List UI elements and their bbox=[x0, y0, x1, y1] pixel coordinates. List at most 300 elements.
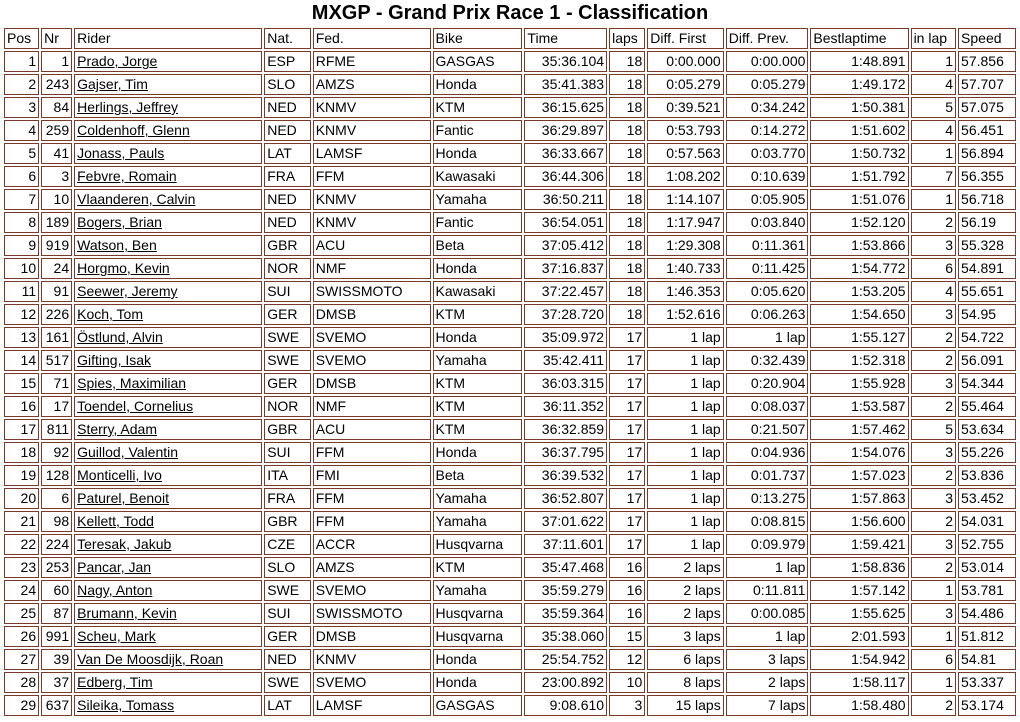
in-lap-cell: 5 bbox=[911, 97, 956, 118]
column-header-diff-first: Diff. First bbox=[647, 28, 723, 49]
rider-link[interactable]: Seewer, Jeremy bbox=[77, 283, 178, 299]
bestlaptime-cell: 1:58.117 bbox=[810, 672, 908, 693]
nat-cell: GER bbox=[264, 626, 311, 647]
nat-cell: NED bbox=[264, 97, 311, 118]
column-header-nr: Nr bbox=[41, 28, 72, 49]
table-row bbox=[4, 373, 1016, 394]
diff-prev-cell: 0:14.272 bbox=[726, 120, 809, 141]
rider-cell bbox=[74, 511, 262, 532]
bike-cell: Kawasaki bbox=[433, 166, 523, 187]
speed-cell: 53.452 bbox=[958, 488, 1016, 509]
laps-cell: 18 bbox=[609, 212, 645, 233]
nat-cell: LAT bbox=[264, 695, 311, 716]
diff-prev-cell: 0:03.770 bbox=[726, 143, 809, 164]
time-cell: 36:39.532 bbox=[524, 465, 607, 486]
nat-cell: GBR bbox=[264, 511, 311, 532]
diff-prev-cell: 2 laps bbox=[726, 672, 809, 693]
nr-cell: 259 bbox=[41, 120, 72, 141]
time-cell: 35:36.104 bbox=[524, 51, 607, 72]
fed-cell: RFME bbox=[313, 51, 431, 72]
rider-link[interactable]: Horgmo, Kevin bbox=[77, 260, 170, 276]
diff-first-cell: 3 laps bbox=[647, 626, 723, 647]
nat-cell: FRA bbox=[264, 488, 311, 509]
bike-cell: KTM bbox=[433, 97, 523, 118]
nat-cell: NOR bbox=[264, 258, 311, 279]
rider-cell bbox=[74, 189, 262, 210]
time-cell: 36:15.625 bbox=[524, 97, 607, 118]
time-cell: 36:50.211 bbox=[524, 189, 607, 210]
rider-cell bbox=[74, 488, 262, 509]
nr-cell: 24 bbox=[41, 258, 72, 279]
diff-prev-cell: 0:20.904 bbox=[726, 373, 809, 394]
table-row bbox=[4, 649, 1016, 670]
pos-cell: 23 bbox=[4, 557, 39, 578]
pos-cell: 28 bbox=[4, 672, 39, 693]
fed-cell: FFM bbox=[313, 488, 431, 509]
fed-cell: FFM bbox=[313, 442, 431, 463]
nr-cell: 161 bbox=[41, 327, 72, 348]
bestlaptime-cell: 1:50.732 bbox=[810, 143, 908, 164]
bike-cell: Husqvarna bbox=[433, 626, 523, 647]
fed-cell: DMSB bbox=[313, 304, 431, 325]
pos-cell: 4 bbox=[4, 120, 39, 141]
nr-cell: 637 bbox=[41, 695, 72, 716]
column-header-speed: Speed bbox=[958, 28, 1016, 49]
bike-cell: KTM bbox=[433, 557, 523, 578]
in-lap-cell: 1 bbox=[911, 580, 956, 601]
table-row bbox=[4, 327, 1016, 348]
nr-cell: 128 bbox=[41, 465, 72, 486]
bestlaptime-cell: 1:54.076 bbox=[810, 442, 908, 463]
laps-cell: 18 bbox=[609, 235, 645, 256]
rider-cell bbox=[74, 51, 262, 72]
time-cell: 35:09.972 bbox=[524, 327, 607, 348]
pos-cell: 12 bbox=[4, 304, 39, 325]
fed-cell: DMSB bbox=[313, 373, 431, 394]
bike-cell: Honda bbox=[433, 649, 523, 670]
rider-link[interactable]: Herlings, Jeffrey bbox=[77, 99, 179, 115]
time-cell: 35:41.383 bbox=[524, 74, 607, 95]
rider-cell bbox=[74, 97, 262, 118]
bestlaptime-cell: 1:52.318 bbox=[810, 350, 908, 371]
in-lap-cell: 2 bbox=[911, 212, 956, 233]
rider-link[interactable]: Kellett, Todd bbox=[77, 513, 154, 529]
fed-cell: ACCR bbox=[313, 534, 431, 555]
diff-prev-cell: 1 lap bbox=[726, 626, 809, 647]
rider-link[interactable]: Van De Moosdijk, Roan bbox=[77, 651, 224, 667]
pos-cell: 3 bbox=[4, 97, 39, 118]
table-row bbox=[4, 626, 1016, 647]
laps-cell: 17 bbox=[609, 465, 645, 486]
diff-prev-cell: 0:32.439 bbox=[726, 350, 809, 371]
bike-cell: Yamaha bbox=[433, 511, 523, 532]
in-lap-cell: 5 bbox=[911, 419, 956, 440]
fed-cell: KNMV bbox=[313, 120, 431, 141]
laps-cell: 17 bbox=[609, 488, 645, 509]
rider-cell bbox=[74, 580, 262, 601]
speed-cell: 55.464 bbox=[958, 396, 1016, 417]
bike-cell: Yamaha bbox=[433, 580, 523, 601]
rider-link[interactable]: Edberg, Tim bbox=[77, 674, 153, 690]
rider-link[interactable]: Pancar, Jan bbox=[77, 559, 152, 575]
time-cell: 36:52.807 bbox=[524, 488, 607, 509]
nat-cell: GBR bbox=[264, 235, 311, 256]
speed-cell: 52.755 bbox=[958, 534, 1016, 555]
nr-cell: 243 bbox=[41, 74, 72, 95]
table-row bbox=[4, 189, 1016, 210]
rider-link[interactable]: Sterry, Adam bbox=[77, 421, 158, 437]
bike-cell: Honda bbox=[433, 327, 523, 348]
bestlaptime-cell: 1:54.772 bbox=[810, 258, 908, 279]
laps-cell: 16 bbox=[609, 603, 645, 624]
speed-cell: 54.031 bbox=[958, 511, 1016, 532]
speed-cell: 55.226 bbox=[958, 442, 1016, 463]
diff-prev-cell: 0:11.425 bbox=[726, 258, 809, 279]
rider-link[interactable]: Brumann, Kevin bbox=[77, 605, 177, 621]
rider-cell bbox=[74, 603, 262, 624]
pos-cell: 5 bbox=[4, 143, 39, 164]
bestlaptime-cell: 1:58.836 bbox=[810, 557, 908, 578]
column-header-bestlaptime: Bestlaptime bbox=[810, 28, 908, 49]
in-lap-cell: 1 bbox=[911, 143, 956, 164]
fed-cell: KNMV bbox=[313, 212, 431, 233]
fed-cell: AMZS bbox=[313, 557, 431, 578]
diff-prev-cell: 0:34.242 bbox=[726, 97, 809, 118]
table-row bbox=[4, 281, 1016, 302]
in-lap-cell: 3 bbox=[911, 442, 956, 463]
diff-first-cell: 1 lap bbox=[647, 373, 723, 394]
nat-cell: SUI bbox=[264, 603, 311, 624]
table-row bbox=[4, 465, 1016, 486]
classification-table bbox=[2, 26, 1018, 718]
in-lap-cell: 1 bbox=[911, 51, 956, 72]
in-lap-cell: 3 bbox=[911, 373, 956, 394]
rider-cell bbox=[74, 143, 262, 164]
bestlaptime-cell: 1:57.023 bbox=[810, 465, 908, 486]
table-row bbox=[4, 419, 1016, 440]
diff-first-cell: 1 lap bbox=[647, 534, 723, 555]
diff-first-cell: 2 laps bbox=[647, 580, 723, 601]
nr-cell: 10 bbox=[41, 189, 72, 210]
diff-first-cell: 0:00.000 bbox=[647, 51, 723, 72]
rider-link[interactable]: Watson, Ben bbox=[77, 237, 157, 253]
nr-cell: 92 bbox=[41, 442, 72, 463]
table-row bbox=[4, 534, 1016, 555]
fed-cell: SVEMO bbox=[313, 672, 431, 693]
table-row bbox=[4, 51, 1016, 72]
diff-first-cell: 1:46.353 bbox=[647, 281, 723, 302]
in-lap-cell: 4 bbox=[911, 120, 956, 141]
speed-cell: 56.19 bbox=[958, 212, 1016, 233]
rider-link[interactable]: Vlaanderen, Calvin bbox=[77, 191, 196, 207]
nat-cell: GBR bbox=[264, 419, 311, 440]
nat-cell: GER bbox=[264, 304, 311, 325]
rider-cell bbox=[74, 626, 262, 647]
nr-cell: 3 bbox=[41, 166, 72, 187]
rider-link[interactable]: Guillod, Valentin bbox=[77, 444, 179, 460]
table-row bbox=[4, 396, 1016, 417]
nat-cell: NOR bbox=[264, 396, 311, 417]
time-cell: 37:11.601 bbox=[524, 534, 607, 555]
time-cell: 36:29.897 bbox=[524, 120, 607, 141]
time-cell: 35:42.411 bbox=[524, 350, 607, 371]
bike-cell: KTM bbox=[433, 396, 523, 417]
table-row bbox=[4, 97, 1016, 118]
table-row bbox=[4, 442, 1016, 463]
bike-cell: Honda bbox=[433, 143, 523, 164]
diff-prev-cell: 0:04.936 bbox=[726, 442, 809, 463]
table-row bbox=[4, 74, 1016, 95]
pos-cell: 21 bbox=[4, 511, 39, 532]
rider-link[interactable]: Toendel, Cornelius bbox=[77, 398, 194, 414]
bike-cell: Fantic bbox=[433, 212, 523, 233]
table-row bbox=[4, 258, 1016, 279]
rider-cell bbox=[74, 396, 262, 417]
bike-cell: Beta bbox=[433, 465, 523, 486]
rider-link[interactable]: Gajser, Tim bbox=[77, 76, 148, 92]
fed-cell: KNMV bbox=[313, 97, 431, 118]
speed-cell: 53.174 bbox=[958, 695, 1016, 716]
pos-cell: 11 bbox=[4, 281, 39, 302]
bestlaptime-cell: 1:57.863 bbox=[810, 488, 908, 509]
bestlaptime-cell: 1:59.421 bbox=[810, 534, 908, 555]
fed-cell: SVEMO bbox=[313, 350, 431, 371]
rider-link[interactable]: Sileika, Tomass bbox=[77, 697, 175, 713]
table-row bbox=[4, 580, 1016, 601]
time-cell: 9:08.610 bbox=[524, 695, 607, 716]
speed-cell: 57.707 bbox=[958, 74, 1016, 95]
nr-cell: 919 bbox=[41, 235, 72, 256]
rider-link[interactable]: Prado, Jorge bbox=[77, 53, 158, 69]
rider-link[interactable]: Gifting, Isak bbox=[77, 352, 152, 368]
pos-cell: 8 bbox=[4, 212, 39, 233]
bike-cell: Honda bbox=[433, 74, 523, 95]
in-lap-cell: 1 bbox=[911, 672, 956, 693]
bestlaptime-cell: 1:51.792 bbox=[810, 166, 908, 187]
time-cell: 36:11.352 bbox=[524, 396, 607, 417]
bestlaptime-cell: 1:56.600 bbox=[810, 511, 908, 532]
nr-cell: 226 bbox=[41, 304, 72, 325]
page-title: MXGP - Grand Prix Race 1 - Classification bbox=[311, 2, 709, 24]
rider-cell bbox=[74, 120, 262, 141]
bike-cell: Honda bbox=[433, 672, 523, 693]
nat-cell: NED bbox=[264, 212, 311, 233]
rider-cell bbox=[74, 419, 262, 440]
rider-cell bbox=[74, 235, 262, 256]
time-cell: 35:47.468 bbox=[524, 557, 607, 578]
rider-link[interactable]: Koch, Tom bbox=[77, 306, 144, 322]
table-row bbox=[4, 120, 1016, 141]
pos-cell: 26 bbox=[4, 626, 39, 647]
bike-cell: Honda bbox=[433, 442, 523, 463]
speed-cell: 57.075 bbox=[958, 97, 1016, 118]
rider-link[interactable]: Jonass, Pauls bbox=[77, 145, 165, 161]
in-lap-cell: 2 bbox=[911, 396, 956, 417]
rider-cell bbox=[74, 373, 262, 394]
speed-cell: 53.781 bbox=[958, 580, 1016, 601]
column-header-diff-prev: Diff. Prev. bbox=[726, 28, 809, 49]
fed-cell: SWISSMOTO bbox=[313, 603, 431, 624]
rider-cell bbox=[74, 166, 262, 187]
diff-prev-cell: 0:00.085 bbox=[726, 603, 809, 624]
time-cell: 36:37.795 bbox=[524, 442, 607, 463]
table-row bbox=[4, 143, 1016, 164]
pos-cell: 24 bbox=[4, 580, 39, 601]
in-lap-cell: 3 bbox=[911, 488, 956, 509]
diff-prev-cell: 0:09.979 bbox=[726, 534, 809, 555]
rider-cell bbox=[74, 649, 262, 670]
rider-link[interactable]: Spies, Maximilian bbox=[77, 375, 187, 391]
diff-prev-cell: 0:01.737 bbox=[726, 465, 809, 486]
rider-cell bbox=[74, 350, 262, 371]
time-cell: 23:00.892 bbox=[524, 672, 607, 693]
laps-cell: 17 bbox=[609, 534, 645, 555]
pos-cell: 19 bbox=[4, 465, 39, 486]
fed-cell: NMF bbox=[313, 258, 431, 279]
diff-first-cell: 2 laps bbox=[647, 557, 723, 578]
speed-cell: 53.836 bbox=[958, 465, 1016, 486]
diff-prev-cell: 0:05.279 bbox=[726, 74, 809, 95]
bike-cell: Husqvarna bbox=[433, 603, 523, 624]
table-row bbox=[4, 235, 1016, 256]
laps-cell: 18 bbox=[609, 143, 645, 164]
rider-link[interactable]: Coldenhoff, Glenn bbox=[77, 122, 190, 138]
laps-cell: 18 bbox=[609, 166, 645, 187]
pos-cell: 1 bbox=[4, 51, 39, 72]
rider-cell bbox=[74, 465, 262, 486]
nr-cell: 189 bbox=[41, 212, 72, 233]
column-header-fed: Fed. bbox=[313, 28, 431, 49]
time-cell: 36:32.859 bbox=[524, 419, 607, 440]
speed-cell: 54.891 bbox=[958, 258, 1016, 279]
fed-cell: SWISSMOTO bbox=[313, 281, 431, 302]
bestlaptime-cell: 1:51.602 bbox=[810, 120, 908, 141]
in-lap-cell: 7 bbox=[911, 166, 956, 187]
rider-link[interactable]: Bogers, Brian bbox=[77, 214, 162, 230]
speed-cell: 53.337 bbox=[958, 672, 1016, 693]
laps-cell: 16 bbox=[609, 580, 645, 601]
column-header-nat: Nat. bbox=[264, 28, 311, 49]
bestlaptime-cell: 1:51.076 bbox=[810, 189, 908, 210]
rider-link[interactable]: Östlund, Alvin bbox=[77, 329, 163, 345]
speed-cell: 56.355 bbox=[958, 166, 1016, 187]
fed-cell: NMF bbox=[313, 396, 431, 417]
bike-cell: GASGAS bbox=[433, 695, 523, 716]
pos-cell: 29 bbox=[4, 695, 39, 716]
rider-cell bbox=[74, 327, 262, 348]
speed-cell: 57.856 bbox=[958, 51, 1016, 72]
rider-link[interactable]: Teresak, Jakub bbox=[77, 536, 172, 552]
in-lap-cell: 3 bbox=[911, 603, 956, 624]
diff-first-cell: 1:08.202 bbox=[647, 166, 723, 187]
laps-cell: 3 bbox=[609, 695, 645, 716]
table-row bbox=[4, 304, 1016, 325]
bestlaptime-cell: 1:53.587 bbox=[810, 396, 908, 417]
speed-cell: 54.81 bbox=[958, 649, 1016, 670]
rider-cell bbox=[74, 304, 262, 325]
fed-cell: LAMSF bbox=[313, 695, 431, 716]
rider-link[interactable]: Febvre, Romain bbox=[77, 168, 177, 184]
rider-link[interactable]: Paturel, Benoit bbox=[77, 490, 169, 506]
pos-cell: 15 bbox=[4, 373, 39, 394]
pos-cell: 22 bbox=[4, 534, 39, 555]
bestlaptime-cell: 1:57.462 bbox=[810, 419, 908, 440]
bestlaptime-cell: 1:58.480 bbox=[810, 695, 908, 716]
laps-cell: 17 bbox=[609, 350, 645, 371]
rider-cell bbox=[74, 442, 262, 463]
fed-cell: FFM bbox=[313, 166, 431, 187]
fed-cell: AMZS bbox=[313, 74, 431, 95]
table-row bbox=[4, 511, 1016, 532]
laps-cell: 18 bbox=[609, 51, 645, 72]
nr-cell: 37 bbox=[41, 672, 72, 693]
column-header-rider: Rider bbox=[74, 28, 262, 49]
nr-cell: 991 bbox=[41, 626, 72, 647]
in-lap-cell: 3 bbox=[911, 235, 956, 256]
speed-cell: 56.894 bbox=[958, 143, 1016, 164]
laps-cell: 17 bbox=[609, 511, 645, 532]
diff-first-cell: 1 lap bbox=[647, 442, 723, 463]
diff-first-cell: 0:57.563 bbox=[647, 143, 723, 164]
rider-cell bbox=[74, 695, 262, 716]
fed-cell: SVEMO bbox=[313, 327, 431, 348]
diff-prev-cell: 0:00.000 bbox=[726, 51, 809, 72]
diff-first-cell: 0:05.279 bbox=[647, 74, 723, 95]
in-lap-cell: 3 bbox=[911, 304, 956, 325]
laps-cell: 17 bbox=[609, 373, 645, 394]
laps-cell: 18 bbox=[609, 304, 645, 325]
bestlaptime-cell: 1:55.625 bbox=[810, 603, 908, 624]
fed-cell: KNMV bbox=[313, 189, 431, 210]
in-lap-cell: 2 bbox=[911, 557, 956, 578]
nr-cell: 224 bbox=[41, 534, 72, 555]
bestlaptime-cell: 1:53.866 bbox=[810, 235, 908, 256]
laps-cell: 18 bbox=[609, 281, 645, 302]
pos-cell: 2 bbox=[4, 74, 39, 95]
nr-cell: 60 bbox=[41, 580, 72, 601]
bike-cell: Honda bbox=[433, 258, 523, 279]
nat-cell: SWE bbox=[264, 327, 311, 348]
nr-cell: 1 bbox=[41, 51, 72, 72]
rider-link[interactable]: Scheu, Mark bbox=[77, 628, 156, 644]
laps-cell: 17 bbox=[609, 396, 645, 417]
fed-cell: LAMSF bbox=[313, 143, 431, 164]
fed-cell: DMSB bbox=[313, 626, 431, 647]
nat-cell: SUI bbox=[264, 281, 311, 302]
nat-cell: CZE bbox=[264, 534, 311, 555]
pos-cell: 20 bbox=[4, 488, 39, 509]
in-lap-cell: 4 bbox=[911, 74, 956, 95]
diff-prev-cell: 0:05.620 bbox=[726, 281, 809, 302]
rider-link[interactable]: Monticelli, Ivo bbox=[77, 467, 162, 483]
diff-prev-cell: 1 lap bbox=[726, 557, 809, 578]
laps-cell: 17 bbox=[609, 419, 645, 440]
rider-cell bbox=[74, 557, 262, 578]
rider-link[interactable]: Nagy, Anton bbox=[77, 582, 153, 598]
laps-cell: 18 bbox=[609, 97, 645, 118]
diff-first-cell: 2 laps bbox=[647, 603, 723, 624]
nat-cell: LAT bbox=[264, 143, 311, 164]
time-cell: 37:05.412 bbox=[524, 235, 607, 256]
laps-cell: 15 bbox=[609, 626, 645, 647]
bestlaptime-cell: 1:55.127 bbox=[810, 327, 908, 348]
table-row bbox=[4, 488, 1016, 509]
speed-cell: 54.344 bbox=[958, 373, 1016, 394]
bike-cell: Fantic bbox=[433, 120, 523, 141]
bestlaptime-cell: 1:55.928 bbox=[810, 373, 908, 394]
time-cell: 36:03.315 bbox=[524, 373, 607, 394]
pos-cell: 9 bbox=[4, 235, 39, 256]
